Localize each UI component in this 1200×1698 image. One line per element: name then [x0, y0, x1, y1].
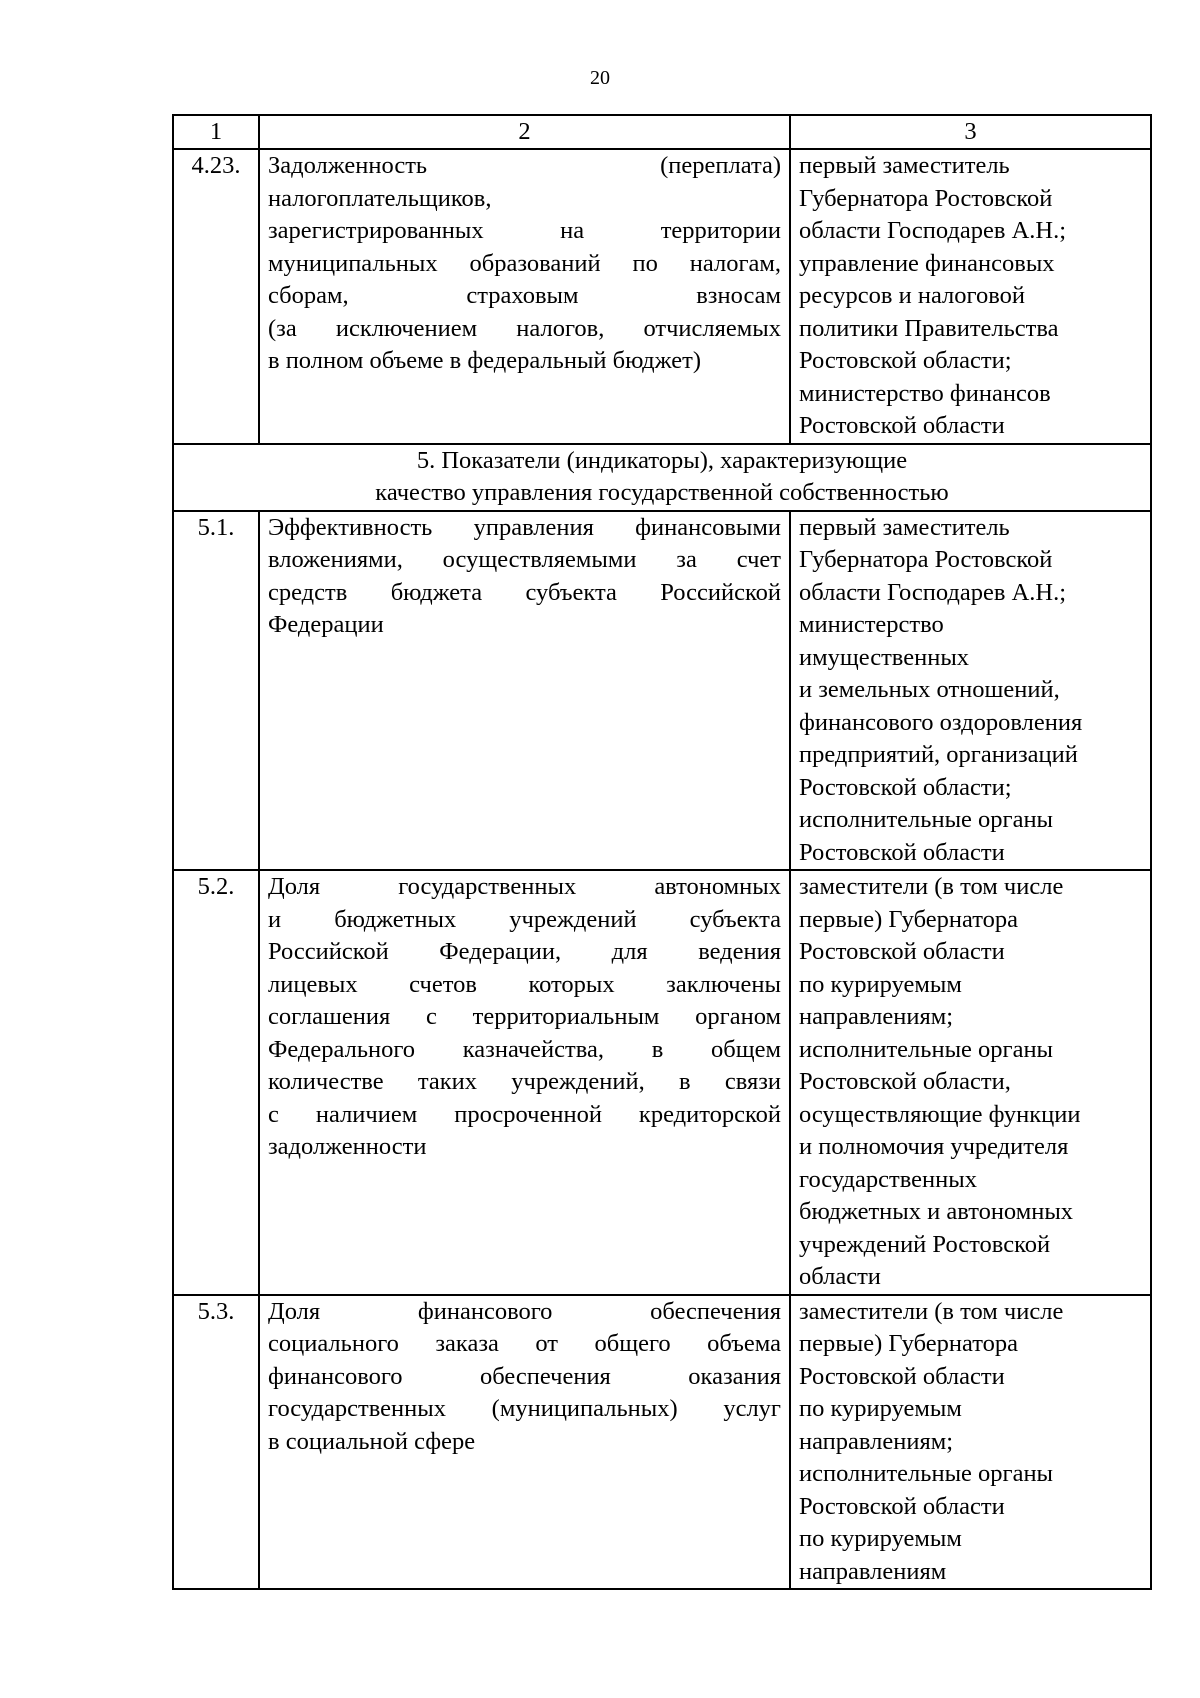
table-row	[173, 870, 1151, 1295]
responsible-line: финансового оздоровления	[799, 708, 1083, 736]
description-line: Доля финансового обеспечения	[268, 1297, 781, 1325]
description-line: сборам, страховым взносам	[268, 282, 781, 309]
section-title-line: 5. Показатели (индикаторы), характеризующие	[416, 446, 908, 474]
responsible-line: управление финансовых	[799, 249, 1055, 277]
responsible-line: исполнительные органы	[799, 1460, 1054, 1487]
indicator-description	[259, 149, 790, 444]
responsible-line: по курируемым	[799, 1525, 962, 1552]
responsible-line: первый заместитель	[799, 152, 1010, 179]
column-header-2: 2	[259, 115, 790, 149]
responsible-line: области	[799, 1263, 881, 1290]
description-line: Федерального казначейства, в общем	[268, 1035, 781, 1063]
page-number: 20	[590, 67, 610, 89]
responsible-line: области Господарев А.Н.;	[799, 217, 1067, 244]
responsible-line: Ростовской области	[799, 1362, 1005, 1390]
table-row	[173, 511, 1151, 871]
responsible-parties	[790, 1295, 1151, 1590]
responsible-line: учреждений Ростовской	[799, 1230, 1051, 1258]
table-row	[173, 149, 1151, 444]
indicator-description	[259, 1295, 790, 1590]
description-line: финансового обеспечения оказания	[268, 1362, 781, 1390]
description-line: зарегистрированных на территории	[268, 217, 781, 244]
responsible-line: направлениям;	[799, 1427, 954, 1455]
responsible-line: бюджетных и автономных	[799, 1198, 1074, 1225]
responsible-line: Ростовской области;	[799, 773, 1012, 801]
description-line: Доля государственных автономных	[268, 873, 781, 900]
description-line: вложениями, осуществляемыми за счет	[268, 546, 781, 573]
responsible-line: Ростовской области	[799, 412, 1005, 439]
responsible-line: политики Правительства	[799, 314, 1059, 342]
indicator-description	[259, 870, 790, 1295]
column-header-1: 1	[173, 115, 259, 149]
responsible-line: Ростовской области	[799, 1492, 1005, 1520]
responsible-line: министерство финансов	[799, 379, 1051, 407]
responsible-line: по курируемым	[799, 1395, 962, 1422]
responsible-line: первый заместитель	[799, 513, 1010, 541]
responsible-line: направлениям	[799, 1557, 947, 1585]
row-number: 5.2.	[173, 870, 259, 1295]
description-line: Задолженность (переплата)	[268, 152, 781, 179]
description-line: (за исключением налогов, отчисляемых	[268, 314, 781, 342]
description-line: средств бюджета субъекта Российской	[268, 578, 781, 606]
responsible-parties	[790, 511, 1151, 871]
description-line: соглашения с территориальным органом	[268, 1003, 781, 1030]
responsible-line: министерство	[799, 611, 944, 638]
responsible-line: исполнительные органы	[799, 806, 1054, 833]
responsible-line: заместители (в том числе	[799, 873, 1064, 900]
responsible-line: исполнительные органы	[799, 1035, 1054, 1063]
description-line: государственных (муниципальных) услуг	[268, 1395, 781, 1422]
row-number: 4.23.	[173, 149, 259, 444]
responsible-line: имущественных	[799, 643, 970, 671]
description-line: в полном объеме в федеральный бюджет)	[268, 347, 701, 374]
section-row	[173, 444, 1151, 511]
responsible-line: Губернатора Ростовской	[799, 184, 1053, 212]
table-row	[173, 1295, 1151, 1590]
responsible-line: Ростовской области,	[799, 1068, 1011, 1095]
responsible-line: по курируемым	[799, 970, 962, 998]
responsible-line: направлениям;	[799, 1003, 954, 1030]
description-line: муниципальных образований по налогам,	[268, 249, 781, 277]
description-line: социального заказа от общего объема	[268, 1330, 781, 1357]
responsible-line: и земельных отношений,	[799, 676, 1060, 703]
description-line: Эффективность управления финансовыми	[268, 513, 781, 541]
description-line: количестве таких учреждений, в связи	[268, 1068, 781, 1095]
responsible-line: Ростовской области	[799, 938, 1005, 965]
column-header-3: 3	[790, 115, 1151, 149]
table-body	[173, 115, 1151, 1589]
indicators-table	[172, 114, 1152, 1590]
responsible-line: ресурсов и налоговой	[799, 282, 1025, 309]
responsible-line: Губернатора Ростовской	[799, 546, 1053, 573]
responsible-line: первые) Губернатора	[799, 1330, 1018, 1357]
responsible-line: Ростовской области;	[799, 347, 1012, 374]
responsible-line: Ростовской области	[799, 838, 1005, 866]
responsible-line: заместители (в том числе	[799, 1297, 1064, 1325]
responsible-line: предприятий, организаций	[799, 741, 1078, 768]
row-number: 5.3.	[173, 1295, 259, 1590]
responsible-parties	[790, 149, 1151, 444]
section-title-line: качество управления государственной собственностью	[375, 479, 949, 506]
description-line: в социальной сфере	[268, 1427, 476, 1455]
description-line: задолженности	[268, 1133, 427, 1160]
description-line: лицевых счетов которых заключены	[268, 970, 781, 998]
responsible-line: области Господарев А.Н.;	[799, 578, 1067, 606]
description-line: налогоплательщиков,	[268, 184, 492, 212]
responsible-line: осуществляющие функции	[799, 1100, 1081, 1128]
responsible-line: государственных	[799, 1165, 977, 1193]
responsible-line: первые) Губернатора	[799, 905, 1018, 933]
description-line: Российской Федерации, для ведения	[268, 938, 781, 965]
table-header-row	[173, 115, 1151, 149]
indicator-description	[259, 511, 790, 871]
responsible-parties	[790, 870, 1151, 1295]
description-line: Федерации	[268, 611, 384, 638]
row-number: 5.1.	[173, 511, 259, 871]
section-title	[173, 444, 1151, 511]
description-line: с наличием просроченной кредиторской	[268, 1100, 781, 1128]
responsible-line: и полномочия учредителя	[799, 1133, 1069, 1160]
description-line: и бюджетных учреждений субъекта	[268, 905, 781, 933]
